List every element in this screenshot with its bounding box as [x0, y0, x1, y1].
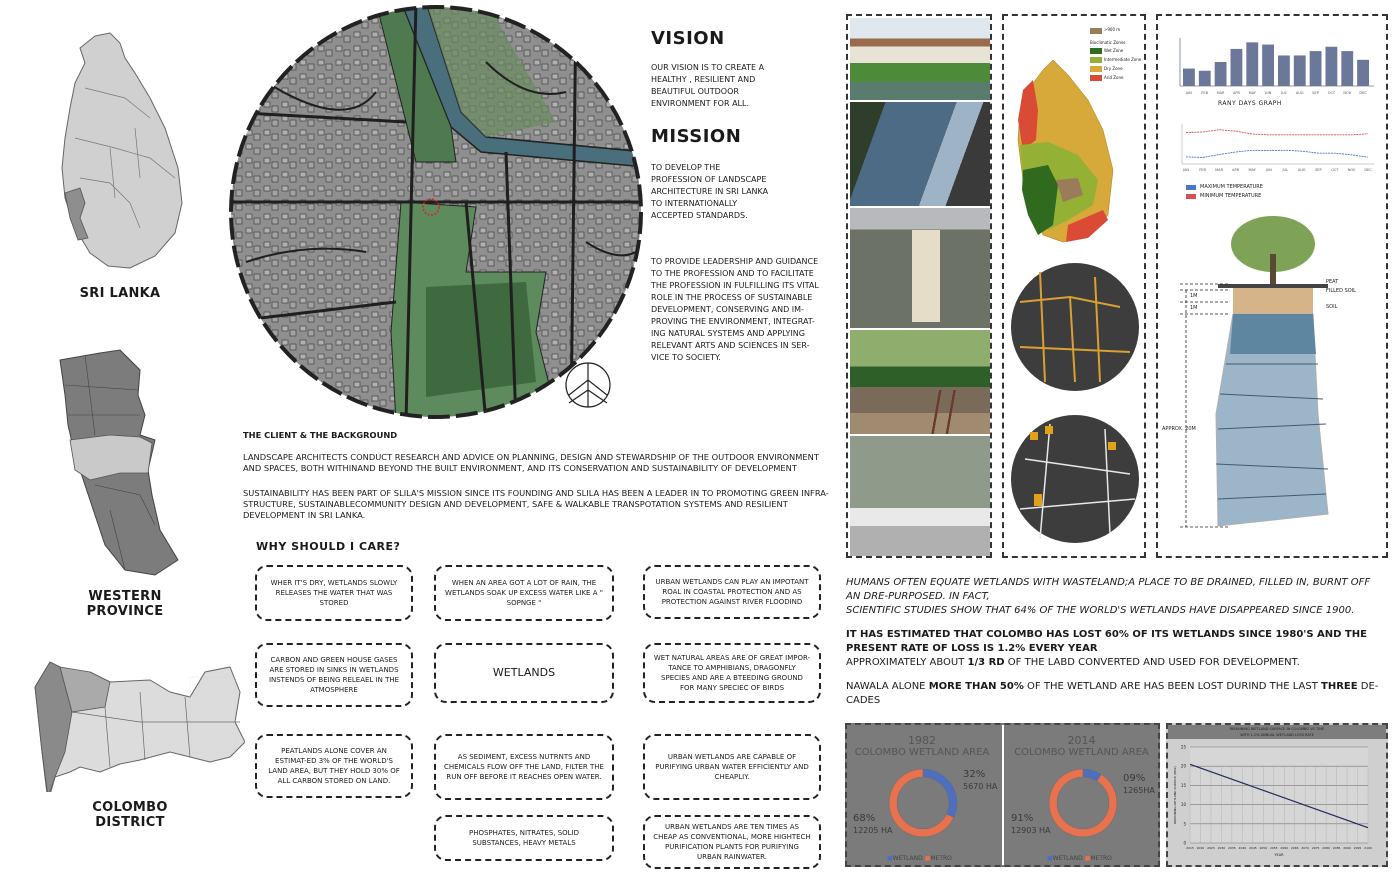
line-chart-xtick: 2040 [1238, 846, 1247, 850]
why-card: PEATLANDS ALONE COVER AN ESTIMAT-ED 3% OF THE WORLD'S LAND AREA, BUT THEY HOLD 30% OF ALL CARBON STORED ON LAND. [255, 734, 413, 798]
temp-month-label: JUL [1282, 168, 1289, 172]
donut-slice-metro [1049, 769, 1117, 837]
rain-month-label: SEP [1312, 91, 1319, 95]
line-chart-ytick: 20 [1180, 763, 1186, 769]
line-chart-ytick: 15 [1180, 782, 1186, 788]
line-chart-xtick: 2050 [1259, 846, 1268, 850]
stat-nawala: NAWALA ALONE MORE THAN 50% OF THE WETLAND ARE HAS BEEN LOST DURIND THE LAST THREE DE-CADES [846, 681, 1379, 706]
photo-tower [850, 208, 990, 328]
rain-month-label: JAN [1185, 91, 1192, 95]
legend-min-label: MINIMUM TEMPERATURE [1200, 193, 1262, 199]
vision-title: VISION [651, 28, 725, 49]
max-temp-line [1186, 130, 1368, 135]
line-chart-ytick: 10 [1180, 802, 1186, 808]
line-chart-xtick: 2065 [1290, 846, 1299, 850]
temp-month-label: FEB [1199, 168, 1206, 172]
line-chart-xtick: 2070 [1301, 846, 1309, 850]
climate-zone-map [1008, 20, 1144, 252]
sri-lanka-label: SRI LANKA [79, 286, 161, 301]
line-chart-title: REMAINING WETLAND SURFACE IN COLOMBO VS TIME [1229, 727, 1325, 731]
rain-bar [1262, 45, 1274, 86]
climate-panel [1156, 14, 1388, 558]
rain-bar [1183, 69, 1195, 86]
vision-text: OUR VISION IS TO CREATE A HEALTHY , RESILIENT AND BEAUTIFUL OUTDOOR ENVIRONMENT FOR ALL. [651, 63, 765, 108]
line-chart-xtick: 2020 [1196, 846, 1205, 850]
client-para-1: LANDSCAPE ARCHITECTS CONDUCT RESEARCH AND ADVICE ON PLANNING, DESIGN AND STEWARDSHIP OF THE OUTDOOR ENVIRONMENT AND SPACES, BOTH WITHINAND BEYOND THE BUILT ENVIRONMENT, AND ITS CONSERVATION AND SUSTAINABILITY OF DEVELOPMENT [243, 452, 819, 473]
donut-2014-year: 2014 [1067, 734, 1096, 747]
line-chart-xtick: 2090 [1343, 846, 1351, 850]
temp-month-label: MAY [1248, 168, 1256, 172]
rain-month-label: JUL [1281, 91, 1287, 95]
line-chart-xtick: 2035 [1228, 846, 1236, 850]
temp-month-label: DEC [1364, 168, 1372, 172]
legend-min-swatch [1186, 194, 1196, 199]
line-chart-ylabel: REMAINING WETLAND SURFACE (KM2) [1173, 766, 1177, 824]
legend-zone-label: Wet Zone [1104, 48, 1124, 53]
depth-1m-label-2: 1M [1190, 305, 1198, 311]
legend-zone-swatch [1090, 75, 1102, 81]
stat-humans: HUMANS OFTEN EQUATE WETLANDS WITH WASTELAND;A PLACE TO BE DRAINED, FILLED IN, BURNT OFF AN DRE-PURPOSED. IN FACT, [846, 577, 1371, 602]
approx-depth-label: APPROX. 20M [1162, 426, 1196, 432]
line-chart-xtick: 2055 [1269, 846, 1278, 850]
rain-month-label: APR [1232, 91, 1240, 95]
photo-strip [846, 14, 992, 558]
why-card: WHEN AN AREA GOT A LOT OF RAIN, THE WETLANDS SOAK UP EXCESS WATER LIKE A " SOPNGE " [434, 565, 614, 621]
photo-railway [850, 330, 990, 434]
analysis-panel [1002, 14, 1146, 558]
temp-month-label: AUG [1297, 168, 1306, 172]
donut-1982-header [847, 735, 997, 759]
legend-zone-label: Arid Zone [1104, 75, 1124, 80]
line-chart-header [1168, 725, 1386, 739]
rain-bar [1278, 55, 1290, 86]
rain-bar [1246, 42, 1258, 86]
filled-soil-label: FILLED SOIL [1326, 288, 1356, 294]
line-chart-xtick: 2025 [1207, 846, 1215, 850]
site-map [226, 2, 646, 422]
temp-month-label: SEP [1315, 168, 1322, 172]
donut-2014-legend: ■WETLAND ■METRO [1047, 855, 1112, 862]
donut-1982-year: 1982 [908, 734, 936, 747]
stat-colombo-loss: IT HAS ESTIMATED THAT COLOMBO HAS LOST 60% OF ITS WETLANDS SINCE 1980'S AND THE PRESENT RATE OF LOSS IS 1.2% EVERY YEAR [846, 629, 1367, 654]
donut-chart-2014 [1043, 763, 1123, 843]
min-temp-line [1186, 150, 1368, 157]
line-chart-ytick: 0 [1183, 840, 1186, 846]
north-arrow-icon [566, 363, 610, 407]
temp-month-label: JAN [1183, 168, 1189, 172]
donut-1982-legend: ■WETLAND ■METRO [887, 855, 952, 862]
metro-1982-value: 68% 12205 HA [853, 813, 893, 835]
donut-1982-subtitle: COLOMBO WETLAND AREA [854, 747, 990, 758]
aerial-map-roads [1010, 262, 1140, 392]
stat-scientific: SCIENTIFIC STUDIES SHOW THAT 64% OF THE WORLD'S WETLANDS HAVE DISAPPEARED SINCE 1900. [846, 605, 1355, 616]
soil-section-diagram [1158, 214, 1388, 544]
client-title: THE CLIENT & THE BACKGROUND [243, 430, 398, 440]
legend-zone-swatch [1090, 57, 1102, 63]
rain-bar [1326, 47, 1338, 86]
wetland-2014-value: 09% 1265HA [1123, 773, 1155, 795]
temp-month-label: MAR [1215, 168, 1224, 172]
legend-zones-title: Bioclimatic Zones [1090, 40, 1126, 45]
why-card: URBAN WETLANDS ARE TEN TIMES AS CHEAP AS CONVENTIONAL, MORE HIGHTECH PURIFICATION PLANTS FOR PURIFYING URBAN RAINWATER. [643, 815, 821, 869]
soil-label: SOIL [1326, 304, 1338, 310]
stats-block [846, 576, 1386, 708]
mission-text-2: TO PROVIDE LEADERSHIP AND GUIDANCE TO THE PROFESSION AND TO FACILITATE THE PROFESSION IN FULFILLING ITS VITAL ROLE IN THE PROCESS OF SUSTAINABLE DEVELOPMENT, CONSERVING AND IM-PROVING THE ENVIRONMENT, INTEGRAT-ING NATURAL SYSTEMS AND APPLYING RELEVANT ARTS AND SCIENCES IN SER-VICE TO SOCIETY. [651, 257, 819, 362]
colombo-district-map [30, 652, 245, 792]
wetland-loss-panel [1166, 723, 1388, 867]
legend-zone-swatch [1090, 48, 1102, 54]
line-chart-xtick: 2030 [1217, 846, 1226, 850]
rain-month-label: DEC [1359, 91, 1367, 95]
temp-month-label: APR [1232, 168, 1240, 172]
rainy-days-title: RANY DAYS GRAPH [1218, 100, 1282, 107]
rain-month-label: NOV [1343, 91, 1352, 95]
line-chart-xtick: 2080 [1322, 846, 1330, 850]
mission-text-1: TO DEVELOP THE PROFESSION OF LANDSCAPE ARCHITECTURE IN SRI LANKA TO INTERNATIONALLY ACCEPTED STANDARDS. [651, 163, 769, 220]
rain-month-label: OCT [1327, 91, 1336, 95]
why-card: AS SEDIMENT, EXCESS NUTRNTS AND CHEMICALS FLOW OFF THE LAND, FILTER THE RUN OFF BEFORE IT REACHES OPEN WATER. [434, 734, 614, 800]
depth-1m-label: 1M [1190, 293, 1198, 299]
metro-2014-value: 91% 12903 HA [1011, 813, 1051, 835]
photo-waterfront [850, 18, 990, 100]
temp-month-label: NOV [1347, 168, 1356, 172]
sri-lanka-map [40, 28, 190, 278]
western-province-map [30, 345, 190, 585]
temp-month-label: OCT [1331, 168, 1339, 172]
rainy-days-chart [1168, 36, 1378, 96]
donut-chart-1982 [883, 763, 963, 843]
western-province-label: WESTERN PROVINCE [86, 589, 164, 619]
temperature-chart [1168, 120, 1378, 176]
legend-max-swatch [1186, 185, 1196, 190]
line-chart-xtick: 2100 [1364, 846, 1372, 850]
line-chart-xtick: 2045 [1249, 846, 1257, 850]
rain-month-label: MAY [1248, 91, 1256, 95]
wetlands-center-card: WETLANDS [434, 643, 614, 703]
client-para-2: SUSTAINABILITY HAS BEEN PART OF SLILA'S MISSION SINCE ITS FOUNDING AND SLILA HAS BEEN A LEADER IN TO PROMOTING GREEN INFRA-STRUCTURE, SUSTAINABLECOMMUNITY DESIGN AND DEVELOPMENT, SAFE & WALKABLE TRANSPOTATION SYSTEMS AND RESILIENT DEVELOPMENT IN SRI LANKA. [243, 488, 829, 520]
rain-bar [1215, 62, 1227, 86]
stat-approx: APPROXIMATELY ABOUT 1/3 RD OF THE LABD CONVERTED AND USED FOR DEVELOPMENT. [846, 657, 1300, 668]
why-card: URBAN WETLANDS CAN PLAY AN IMPOTANT ROAL IN COASTAL PROTECTION AND AS PROTECTION AGAINST RIVER FLOODIND [643, 565, 821, 619]
line-chart-xlabel: YEAR [1274, 853, 1284, 857]
why-title: WHY SHOULD I CARE? [256, 540, 401, 553]
donut-slice-wetland [923, 769, 957, 817]
temp-month-label: JUN [1265, 168, 1272, 172]
legend-zone-label: Dry Zone [1104, 66, 1123, 71]
donut-2014-header [1004, 735, 1159, 759]
legend-elevation-label: >900 m [1104, 27, 1121, 32]
line-chart-ytick: 25 [1180, 744, 1186, 750]
donut-panel [845, 723, 1160, 867]
photo-street [850, 436, 990, 556]
rain-bar [1294, 55, 1306, 86]
mission-title: MISSION [651, 126, 742, 147]
legend-max-label: MAXIMUM TEMPERATURE [1200, 184, 1263, 190]
line-chart-xtick: 2085 [1332, 846, 1341, 850]
wetland-loss-line-chart [1168, 739, 1386, 865]
rain-month-label: AUG [1295, 91, 1304, 95]
line-chart-xtick: 2075 [1311, 846, 1320, 850]
rain-bar [1310, 51, 1322, 86]
rain-month-label: MAR [1216, 91, 1225, 95]
rain-month-label: JUN [1264, 91, 1272, 95]
line-chart-xtick: 2095 [1353, 846, 1362, 850]
rain-bar [1341, 51, 1353, 86]
legend-zone-label: Intermediate Zone [1104, 57, 1142, 62]
why-card: CARBON AND GREEN HOUSE GASES ARE STORED IN SINKS IN WETLANDS INSTENDS OF BEING RELEAEL IN THE ATMOSPHERE [255, 643, 413, 707]
aerial-map-nodes [1010, 414, 1140, 544]
wetland-1982-value: 32% 5670 HA [963, 769, 998, 791]
line-chart-subtitle: WITH 1.2% ANNUAL WETLAND LOSS RATE [1240, 733, 1314, 737]
line-chart-ytick: 5 [1183, 821, 1186, 827]
why-card: PHOSPHATES, NITRATES, SOLID SUBSTANCES, HEAVY METALS [434, 815, 614, 861]
peat-label: PEAT [1326, 279, 1339, 285]
rain-bar [1231, 49, 1243, 86]
colombo-district-label: COLOMBO DISTRICT [92, 800, 168, 830]
rain-bar [1199, 71, 1211, 86]
why-card: URBAN WETLANDS ARE CAPABLE OF PURIFYING URBAN WATER EFFICIENTLY AND CHEAPLIY. [643, 734, 821, 800]
legend-elevation-swatch [1090, 28, 1102, 34]
line-chart-xtick: 2015 [1186, 846, 1194, 850]
photo-building [850, 102, 990, 206]
why-card: WHER IT'S DRY, WETLANDS SLOWLY RELEASES THE WATER THAT WAS STORED [255, 565, 413, 621]
donut-2014-subtitle: COLOMBO WETLAND AREA [1014, 747, 1149, 758]
legend-zone-swatch [1090, 66, 1102, 72]
rain-bar [1357, 60, 1369, 86]
tree-icon [1231, 216, 1315, 286]
rain-month-label: FEB [1201, 91, 1209, 95]
why-card: WET NATURAL AREAS ARE OF GREAT IMPOR-TANCE TO AMPHIBIANS, DRAGONFLY SPECIES AND ARE A BTEEDING GROUND FOR MANY SPECIEC OF BIRDS [643, 643, 821, 703]
line-chart-xtick: 2060 [1280, 846, 1289, 850]
